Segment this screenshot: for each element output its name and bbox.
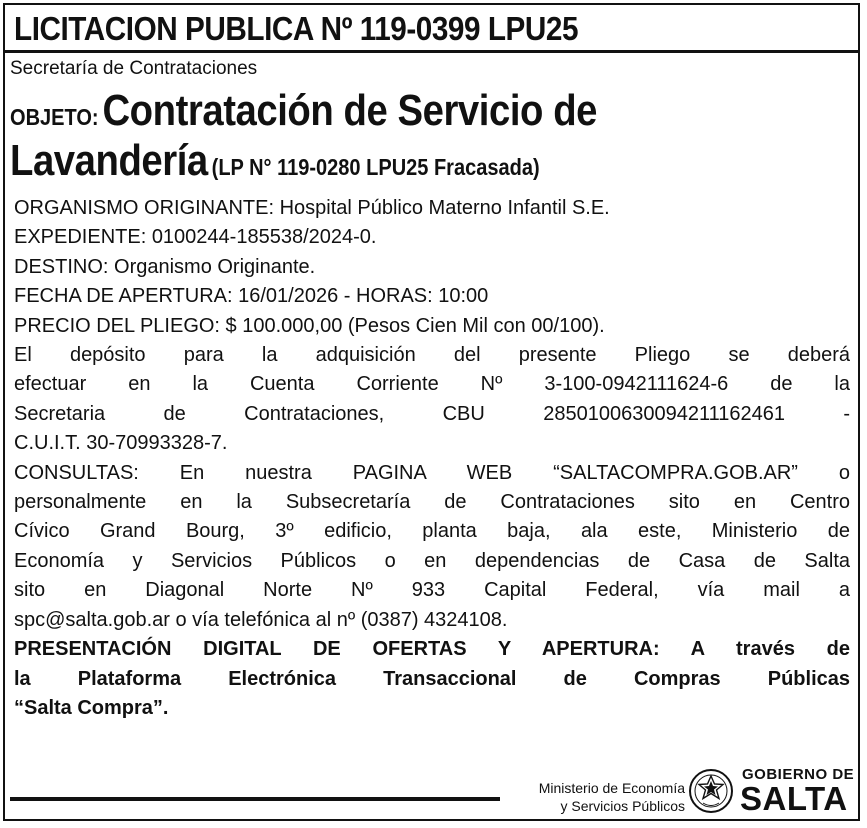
objeto-text-2: Lavandería bbox=[10, 136, 208, 185]
consultas-line-4: Economía y Servicios Públicos o en dependencias de Casa de Salta bbox=[14, 549, 850, 572]
objeto-line-2 bbox=[10, 136, 540, 186]
deposito-line-1: El depósito para la adquisición del presente Pliego se deberá bbox=[14, 344, 850, 367]
organismo-line: ORGANISMO ORIGINANTE: Hospital Público Materno Infantil S.E. bbox=[14, 197, 610, 219]
consultas-line-2: personalmente en la Subsecretaría de Contrataciones sito en Centro bbox=[14, 491, 850, 514]
notice-subtitle: Secretaría de Contrataciones bbox=[10, 58, 258, 79]
ministry-line-2: y Servicios Públicos bbox=[560, 798, 685, 814]
title-box bbox=[3, 3, 860, 53]
notice-title: LICITACION PUBLICA Nº 119-0399 LPU25 bbox=[14, 10, 579, 47]
consultas-line-3: Cívico Grand Bourg, 3º edificio, planta baja, ala este, Ministerio de bbox=[14, 520, 850, 543]
consultas-line-5: sito en Diagonal Norte Nº 933 Capital Federal, vía mail a bbox=[14, 579, 850, 602]
ministry-line-1: Ministerio de Economía bbox=[538, 780, 685, 796]
deposito-line-4: C.U.I.T. 30-70993328-7. bbox=[14, 432, 228, 455]
objeto-text-1: Contratación de Servicio de bbox=[102, 86, 598, 135]
objeto-label: OBJETO: bbox=[10, 104, 99, 130]
salta-label: SALTA bbox=[740, 780, 848, 817]
objeto-reference: (LP N° 119-0280 LPU25 Fracasada) bbox=[211, 154, 540, 180]
presentacion-line-1: PRESENTACIÓN DIGITAL DE OFERTAS Y APERTURA: A través de bbox=[14, 638, 850, 661]
gobierno-label: GOBIERNO DE bbox=[742, 766, 855, 783]
objeto-line-1 bbox=[10, 86, 597, 136]
fecha-line: FECHA DE APERTURA: 16/01/2026 - HORAS: 10:00 bbox=[14, 285, 489, 308]
footer-rule bbox=[10, 797, 500, 801]
presentacion-line-3: “Salta Compra”. bbox=[14, 696, 169, 719]
notice-body bbox=[14, 194, 850, 723]
deposito-line-2: efectuar en la Cuenta Corriente Nº 3-100-0942111624-6 de la bbox=[14, 373, 850, 396]
ministry-name bbox=[505, 779, 685, 815]
destino-line: DESTINO: Organismo Originante. bbox=[14, 255, 316, 278]
precio-line: PRECIO DEL PLIEGO: $ 100.000,00 (Pesos Cien Mil con 00/100). bbox=[14, 314, 605, 337]
expediente-line: EXPEDIENTE: 0100244-185538/2024-0. bbox=[14, 226, 377, 249]
deposito-line-3: Secretaria de Contrataciones, CBU 2850100630094211162461 - bbox=[14, 402, 850, 425]
consultas-line-1: CONSULTAS: En nuestra PAGINA WEB “SALTACOMPRA.GOB.AR” o bbox=[14, 461, 850, 484]
salta-seal-icon bbox=[688, 768, 734, 814]
presentacion-line-2: la Plataforma Electrónica Transaccional de Compras Públicas bbox=[14, 667, 850, 690]
consultas-line-6: spc@salta.gob.ar o vía telefónica al nº (0387) 4324108. bbox=[14, 608, 508, 631]
